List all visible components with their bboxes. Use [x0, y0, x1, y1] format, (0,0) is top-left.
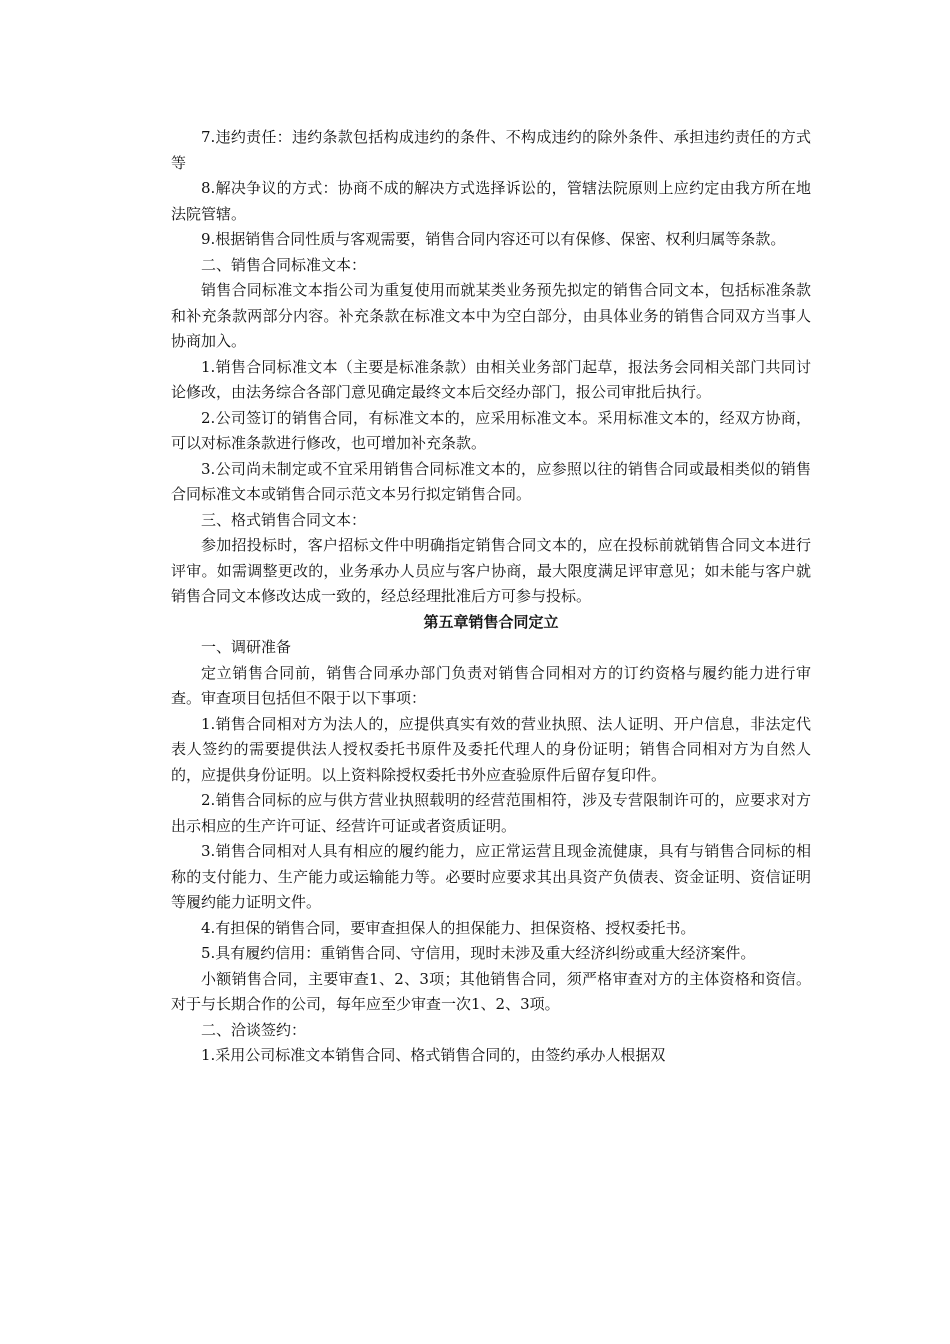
paragraph-standard-text-definition: 销售合同标准文本指公司为重复使用而就某类业务预先拟定的销售合同文本，包括标准条款和补充条款两部分内容。补充条款在标准文本中为空白部分，由具体业务的销售合同双方当事人协商加入。	[171, 281, 811, 350]
document-body	[171, 125, 811, 1069]
paragraph-negotiation-item-1: 1.采用公司标准文本销售合同、格式销售合同的，由签约承办人根据双	[201, 1046, 666, 1064]
chapter-title: 第五章销售合同定立	[423, 612, 559, 631]
paragraph-other-clauses: 9.根据销售合同性质与客观需要，销售合同内容还可以有保修、保密、权利归属等条款。	[201, 230, 786, 248]
section-heading-format-text: 三、格式销售合同文本：	[201, 510, 367, 529]
paragraph-review-item-4: 4.有担保的销售合同，要审查担保人的担保能力、担保资格、授权委托书。	[201, 918, 696, 937]
paragraph-small-contracts: 小额销售合同，主要审查1、2、3项；其他销售合同，须严格审查对方的主体资格和资信。对于与长期合作的公司，每年应至少审查一次1、2、3项。	[171, 969, 811, 1013]
paragraph-review-intro: 定立销售合同前，销售合同承办部门负责对销售合同相对方的订约资格与履约能力进行审查。审查项目包括但不限于以下事项：	[171, 663, 811, 707]
section-heading-negotiation: 二、洽谈签约：	[201, 1020, 307, 1039]
paragraph-standard-text-usage: 2.公司签订的销售合同，有标准文本的，应采用标准文本。采用标准文本的，经双方协商，可以对标准条款进行修改，也可增加补充条款。	[171, 408, 811, 452]
paragraph-bidding: 参加招投标时，客户招标文件中明确指定销售合同文本的，应在投标前就销售合同文本进行评审。如需调整更改的，业务承办人员应与客户协商，最大限度满足评审意见；如未能与客户就销售合同文本修改达成一致的，经总经理批准后方可参与投标。	[171, 536, 811, 605]
paragraph-review-item-2: 2.销售合同标的应与供方营业执照载明的经营范围相符，涉及专营限制许可的，应要求对方出示相应的生产许可证、经营许可证或者资质证明。	[171, 791, 811, 835]
paragraph-review-item-1: 1.销售合同相对方为法人的，应提供真实有效的营业执照、法人证明、开户信息，非法定代表人签约的需要提供法人授权委托书原件及委托代理人的身份证明；销售合同相对方为自然人的，应提供身份证明。以上资料除授权委托书外应查验原件后留存复印件。	[171, 714, 811, 784]
section-heading-research: 一、调研准备	[201, 638, 292, 656]
section-heading-standard-text: 二、销售合同标准文本：	[201, 255, 367, 274]
paragraph-breach-liability: 7.违约责任：违约条款包括构成违约的条件、不构成违约的除外条件、承担违约责任的方式等	[171, 128, 811, 172]
paragraph-dispute-resolution: 8.解决争议的方式：协商不成的解决方式选择诉讼的，管辖法院原则上应约定由我方所在地法院管辖。	[171, 179, 811, 223]
paragraph-review-item-3: 3.销售合同相对人具有相应的履约能力，应正常运营且现金流健康，具有与销售合同标的相称的支付能力、生产能力或运输能力等。必要时应要求其出具资产负债表、资金证明、资信证明等履约能力证明文件。	[171, 842, 811, 911]
paragraph-review-item-5: 5.具有履约信用：重销售合同、守信用，现时未涉及重大经济纠纷或重大经济案件。	[201, 944, 756, 962]
paragraph-standard-text-drafting: 1.销售合同标准文本（主要是标准条款）由相关业务部门起草，报法务会同相关部门共同讨论修改，由法务综合各部门意见确定最终文本后交经办部门，报公司审批后执行。	[171, 357, 811, 401]
paragraph-no-standard-text: 3.公司尚未制定或不宜采用销售合同标准文本的，应参照以往的销售合同或最相类似的销售合同标准文本或销售合同示范文本另行拟定销售合同。	[171, 459, 811, 503]
